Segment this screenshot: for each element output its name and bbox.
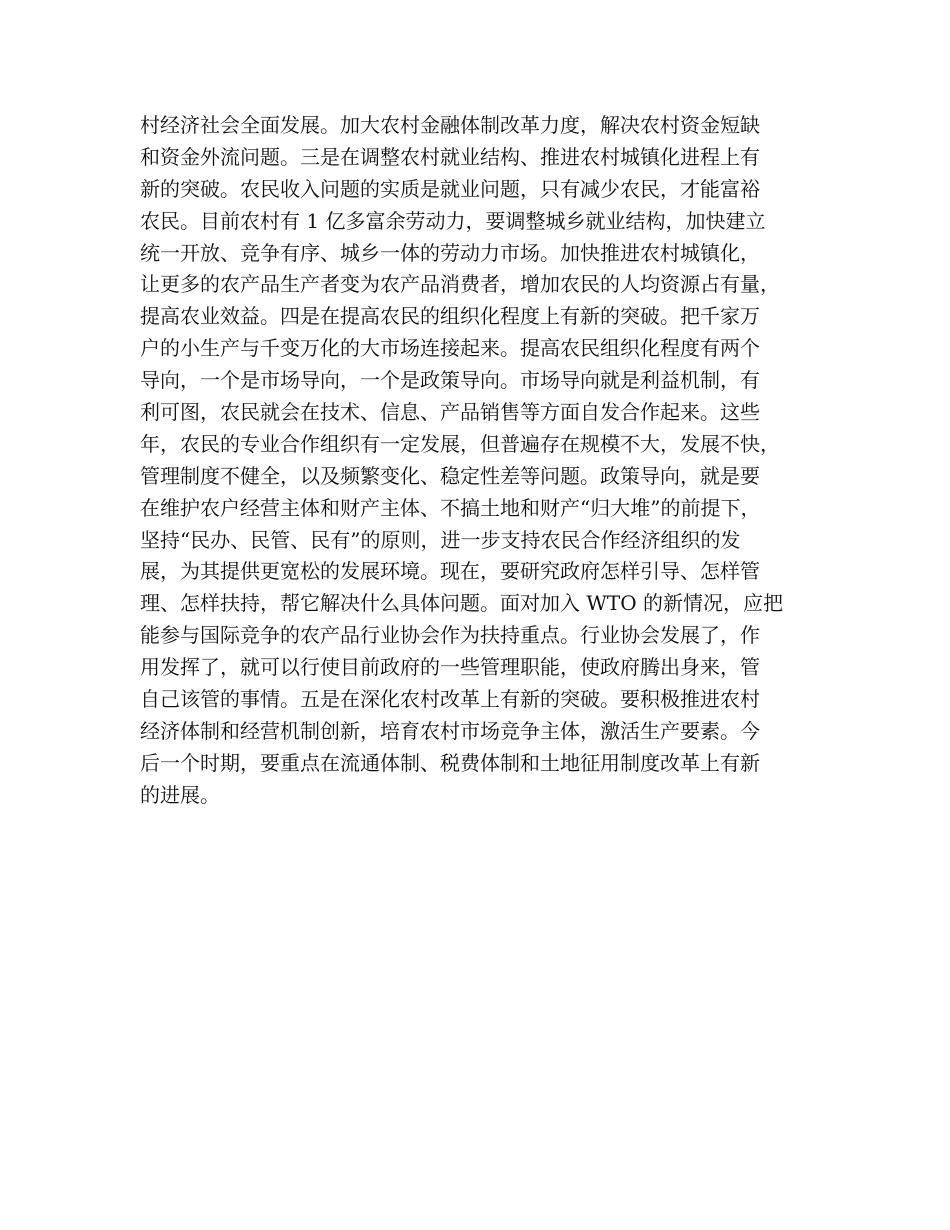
text-line: 新的突破。农民收入问题的实质是就业问题，只有减少农民，才能富裕 [140, 176, 760, 201]
text-line: 和资金外流问题。三是在调整农村就业结构、推进农村城镇化进程上有 [140, 144, 760, 169]
body-text [140, 110, 840, 812]
text-line: 管理制度不健全，以及频繁变化、稳定性差等问题。政策导向，就是要 [140, 463, 760, 488]
text-line: 自己该管的事情。五是在深化农村改革上有新的突破。要积极推进农村 [140, 687, 760, 712]
text-line: 展，为其提供更宽松的发展环境。现在，要研究政府怎样引导、怎样管 [140, 559, 760, 584]
text-line: 在维护农户经营主体和财产主体、不搞土地和财产“归大堆”的前提下， [140, 495, 761, 520]
text-line: 导向，一个是市场导向，一个是政策导向。市场导向就是利益机制，有 [140, 368, 760, 393]
text-line: 年，农民的专业合作组织有一定发展，但普遍存在规模不大，发展不快， [140, 431, 780, 456]
text-line: 户的小生产与千变万化的大市场连接起来。提高农民组织化程度有两个 [140, 336, 760, 361]
text-line: 统一开放、竞争有序、城乡一体的劳动力市场。加快推进农村城镇化， [140, 240, 760, 265]
text-line: 让更多的农产品生产者变为农产品消费者，增加农民的人均资源占有量， [140, 272, 780, 297]
text-line: 后一个时期，要重点在流通体制、税费体制和土地征用制度改革上有新 [140, 750, 760, 775]
text-line: 的进展。 [140, 782, 220, 807]
text-line: 用发挥了，就可以行使目前政府的一些管理职能，使政府腾出身来，管 [140, 655, 760, 680]
text-line: 坚持“民办、民管、民有”的原则，进一步支持农民合作经济组织的发 [140, 527, 741, 552]
text-line: 提高农业效益。四是在提高农民的组织化程度上有新的突破。把千家万 [140, 304, 760, 329]
text-line: 理、怎样扶持，帮它解决什么具体问题。面对加入 WTO 的新情况，应把 [140, 591, 784, 616]
text-line: 农民。目前农村有 1 亿多富余劳动力，要调整城乡就业结构，加快建立 [140, 208, 766, 233]
text-line: 利可图，农民就会在技术、信息、产品销售等方面自发合作起来。这些 [140, 400, 760, 425]
text-line: 村经济社会全面发展。加大农村金融体制改革力度，解决农村资金短缺 [140, 113, 760, 137]
text-line: 经济体制和经营机制创新，培育农村市场竞争主体，激活生产要素。今 [140, 718, 760, 743]
text-line: 能参与国际竞争的农产品行业协会作为扶持重点。行业协会发展了，作 [140, 623, 760, 648]
